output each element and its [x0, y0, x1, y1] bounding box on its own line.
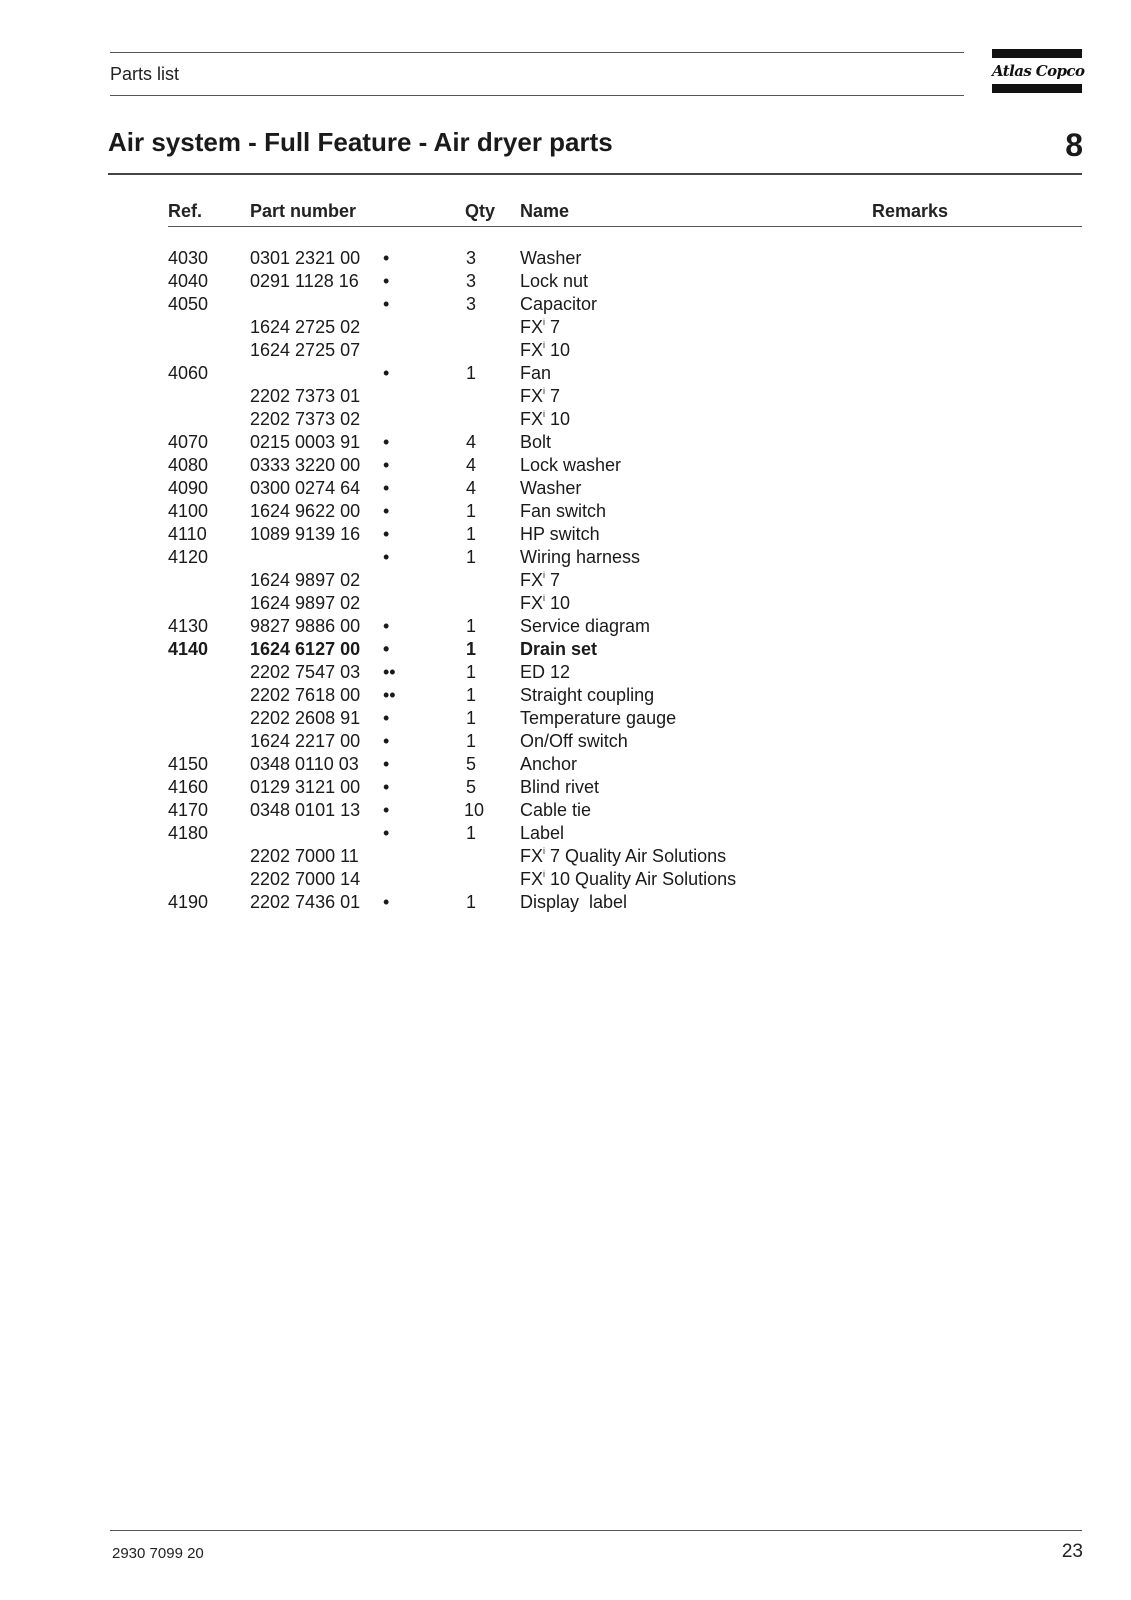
- service-mark-cell: •: [383, 501, 390, 521]
- column-header-ref: Ref.: [168, 201, 203, 221]
- service-mark-cell: •: [383, 271, 390, 291]
- qty-cell: 1: [465, 547, 476, 567]
- section-number: 8: [1065, 127, 1083, 163]
- name-cell: Fan switch: [520, 501, 607, 521]
- header-bottom-rule: [110, 95, 964, 96]
- qty-cell: 1: [465, 501, 476, 521]
- part-number-cell: 9827 9886 00: [250, 616, 361, 636]
- table-row: [0, 753, 1131, 776]
- page-title: Air system - Full Feature - Air dryer parts: [108, 127, 613, 157]
- table-row: [0, 615, 1131, 638]
- qty-cell: 3: [465, 271, 476, 291]
- ref-cell: 4110: [168, 524, 207, 544]
- service-mark-cell: •: [383, 455, 390, 475]
- ref-cell: 4040: [168, 271, 209, 291]
- part-number-cell: 2202 2608 91: [250, 708, 361, 728]
- name-text: FX: [520, 570, 544, 590]
- name-text: FX: [520, 386, 544, 406]
- ref-cell: 4050: [168, 294, 209, 314]
- qty-cell: 1: [465, 616, 476, 636]
- qty-cell: 5: [465, 754, 476, 774]
- name-text: FX: [520, 340, 544, 360]
- ref-cell: 4030: [168, 248, 209, 268]
- qty-cell: 1: [465, 685, 476, 705]
- table-row: [0, 638, 1131, 661]
- part-number-cell: 0215 0003 91: [250, 432, 361, 452]
- ref-cell: 4160: [168, 777, 209, 797]
- name-cell: Wiring harness: [520, 547, 641, 567]
- name-superscript: i: [543, 570, 546, 580]
- service-mark-cell: •: [383, 823, 390, 843]
- header-label: Parts list: [110, 64, 180, 84]
- name-cell: Washer: [520, 248, 582, 268]
- part-number-cell: 0333 3220 00: [250, 455, 361, 475]
- qty-cell: 1: [465, 823, 476, 843]
- name-suffix: 7 Quality Air Solutions: [545, 846, 727, 866]
- part-number-cell: 0348 0110 03: [250, 754, 359, 774]
- service-mark-cell: •: [383, 800, 390, 820]
- table-row: [0, 385, 1131, 408]
- qty-cell: 1: [465, 524, 476, 544]
- ref-cell: 4180: [168, 823, 209, 843]
- name-cell: Washer: [520, 478, 582, 498]
- service-mark-cell: •: [383, 754, 390, 774]
- name-suffix: 7: [545, 386, 561, 406]
- part-number-cell: 1624 2725 07: [250, 340, 361, 360]
- table-row: [0, 822, 1131, 845]
- part-number-cell: 2202 7000 14: [250, 869, 361, 889]
- name-superscript: i: [543, 340, 546, 350]
- table-row: [0, 799, 1131, 822]
- ref-cell: 4170: [168, 800, 209, 820]
- name-text: FX: [520, 317, 544, 337]
- part-number-cell: 2202 7373 01: [250, 386, 361, 406]
- qty-cell: 1: [465, 892, 476, 912]
- part-number-cell: 2202 7618 00: [250, 685, 361, 705]
- page-number: 23: [1061, 1541, 1083, 1562]
- name-cell: Capacitor: [520, 294, 598, 314]
- table-row: [0, 776, 1131, 799]
- table-row: [0, 477, 1131, 500]
- ref-cell: 4150: [168, 754, 209, 774]
- qty-cell: 4: [465, 455, 476, 475]
- part-number-cell: 2202 7436 01: [250, 892, 361, 912]
- service-mark-cell: •: [383, 547, 390, 567]
- service-mark-cell: •: [383, 248, 390, 268]
- part-number-cell: 1624 6127 00: [250, 639, 361, 659]
- name-text: FX: [520, 409, 544, 429]
- part-number-cell: 1624 9897 02: [250, 593, 361, 613]
- column-header-remarks: Remarks: [872, 201, 949, 221]
- service-mark-cell: •: [383, 639, 390, 659]
- table-row: [0, 730, 1131, 753]
- footer-rule: [110, 1530, 1082, 1531]
- table-row: [0, 500, 1131, 523]
- ref-cell: 4100: [168, 501, 209, 521]
- table-row: [0, 293, 1131, 316]
- table-row: [0, 247, 1131, 270]
- title-rule: [108, 173, 1082, 175]
- part-number-cell: 0348 0101 13: [250, 800, 361, 820]
- table-row: [0, 891, 1131, 914]
- column-header-qty: Qty: [465, 201, 496, 221]
- name-cell: HP switch: [520, 524, 600, 544]
- name-cell: Lock washer: [520, 455, 622, 475]
- document-number: 2930 7099 20: [112, 1545, 204, 1562]
- service-mark-cell: ••: [383, 662, 396, 682]
- name-cell: Label: [520, 823, 565, 843]
- name-cell: Drain set: [520, 639, 598, 659]
- qty-cell: 4: [465, 432, 476, 452]
- service-mark-cell: •: [383, 294, 390, 314]
- qty-cell: 1: [465, 639, 476, 659]
- part-number-cell: 1624 2217 00: [250, 731, 361, 751]
- qty-cell: 3: [465, 294, 476, 314]
- part-number-cell: 0300 0274 64: [250, 478, 361, 498]
- name-superscript: i: [543, 409, 546, 419]
- name-cell: Display label: [520, 892, 628, 912]
- name-cell: Anchor: [520, 754, 578, 774]
- column-header-name: Name: [520, 201, 570, 221]
- name-cell: Straight coupling: [520, 685, 655, 705]
- logo-bar-bottom: [992, 84, 1082, 93]
- name-suffix: 7: [545, 570, 561, 590]
- name-superscript: i: [543, 846, 546, 856]
- name-cell: On/Off switch: [520, 731, 628, 751]
- name-cell: ED 12: [520, 662, 571, 682]
- qty-cell: 1: [465, 363, 476, 383]
- service-mark-cell: •: [383, 432, 390, 452]
- ref-cell: 4080: [168, 455, 209, 475]
- name-text: FX: [520, 869, 544, 889]
- name-cell: Service diagram: [520, 616, 651, 636]
- ref-cell: 4140: [168, 639, 209, 659]
- part-number-cell: 2202 7373 02: [250, 409, 361, 429]
- service-mark-cell: •: [383, 524, 390, 544]
- logo-text: Atlas Copco: [992, 62, 1085, 80]
- part-number-cell: 1624 9622 00: [250, 501, 361, 521]
- name-suffix: 7: [545, 317, 561, 337]
- service-mark-cell: •: [383, 777, 390, 797]
- service-mark-cell: •: [383, 363, 390, 383]
- ref-cell: 4070: [168, 432, 209, 452]
- service-mark-cell: •: [383, 478, 390, 498]
- ref-cell: 4060: [168, 363, 209, 383]
- qty-cell: 3: [465, 248, 476, 268]
- table-row: [0, 684, 1131, 707]
- table-row: [0, 339, 1131, 362]
- part-number-cell: 2202 7000 11: [250, 846, 359, 866]
- name-superscript: i: [543, 386, 546, 396]
- part-number-cell: 2202 7547 03: [250, 662, 361, 682]
- name-cell: Lock nut: [520, 271, 589, 291]
- ref-cell: 4120: [168, 547, 209, 567]
- qty-cell: 4: [465, 478, 476, 498]
- table-row: [0, 707, 1131, 730]
- name-suffix: 10: [545, 593, 571, 613]
- table-row: [0, 569, 1131, 592]
- ref-cell: 4090: [168, 478, 209, 498]
- name-text: FX: [520, 593, 544, 613]
- qty-cell: 5: [465, 777, 476, 797]
- name-cell: Fan: [520, 363, 552, 383]
- table-row: [0, 661, 1131, 684]
- service-mark-cell: •: [383, 616, 390, 636]
- name-superscript: i: [543, 593, 546, 603]
- part-number-cell: 0301 2321 00: [250, 248, 361, 268]
- name-cell: Cable tie: [520, 800, 592, 820]
- name-suffix: 10: [545, 340, 571, 360]
- name-superscript: i: [543, 869, 546, 879]
- brand-logo: [992, 49, 1085, 93]
- qty-cell: 10: [464, 800, 485, 820]
- ref-cell: 4190: [168, 892, 209, 912]
- logo-bar-top: [992, 49, 1082, 58]
- name-suffix: 10 Quality Air Solutions: [545, 869, 737, 889]
- table-row: [0, 362, 1131, 385]
- part-number-cell: 1089 9139 16: [250, 524, 361, 544]
- column-header-rule: [168, 226, 1082, 227]
- table-row: [0, 523, 1131, 546]
- header-top-rule: [110, 52, 964, 53]
- service-mark-cell: •: [383, 731, 390, 751]
- table-row: [0, 845, 1131, 868]
- name-cell: Blind rivet: [520, 777, 600, 797]
- table-row: [0, 316, 1131, 339]
- qty-cell: 1: [465, 662, 476, 682]
- qty-cell: 1: [465, 731, 476, 751]
- name-cell: Bolt: [520, 432, 552, 452]
- part-number-cell: 1624 2725 02: [250, 317, 361, 337]
- service-mark-cell: ••: [383, 685, 396, 705]
- column-header-part-number: Part number: [250, 201, 357, 221]
- table-row: [0, 270, 1131, 293]
- part-number-cell: 1624 9897 02: [250, 570, 361, 590]
- table-row: [0, 546, 1131, 569]
- part-number-cell: 0291 1128 16: [250, 271, 359, 291]
- name-text: FX: [520, 846, 544, 866]
- table-row: [0, 592, 1131, 615]
- name-superscript: i: [543, 317, 546, 327]
- ref-cell: 4130: [168, 616, 209, 636]
- name-suffix: 10: [545, 409, 571, 429]
- table-row: [0, 868, 1131, 891]
- table-row: [0, 408, 1131, 431]
- table-row: [0, 454, 1131, 477]
- part-number-cell: 0129 3121 00: [250, 777, 361, 797]
- qty-cell: 1: [465, 708, 476, 728]
- service-mark-cell: •: [383, 892, 390, 912]
- name-cell: Temperature gauge: [520, 708, 677, 728]
- service-mark-cell: •: [383, 708, 390, 728]
- table-row: [0, 431, 1131, 454]
